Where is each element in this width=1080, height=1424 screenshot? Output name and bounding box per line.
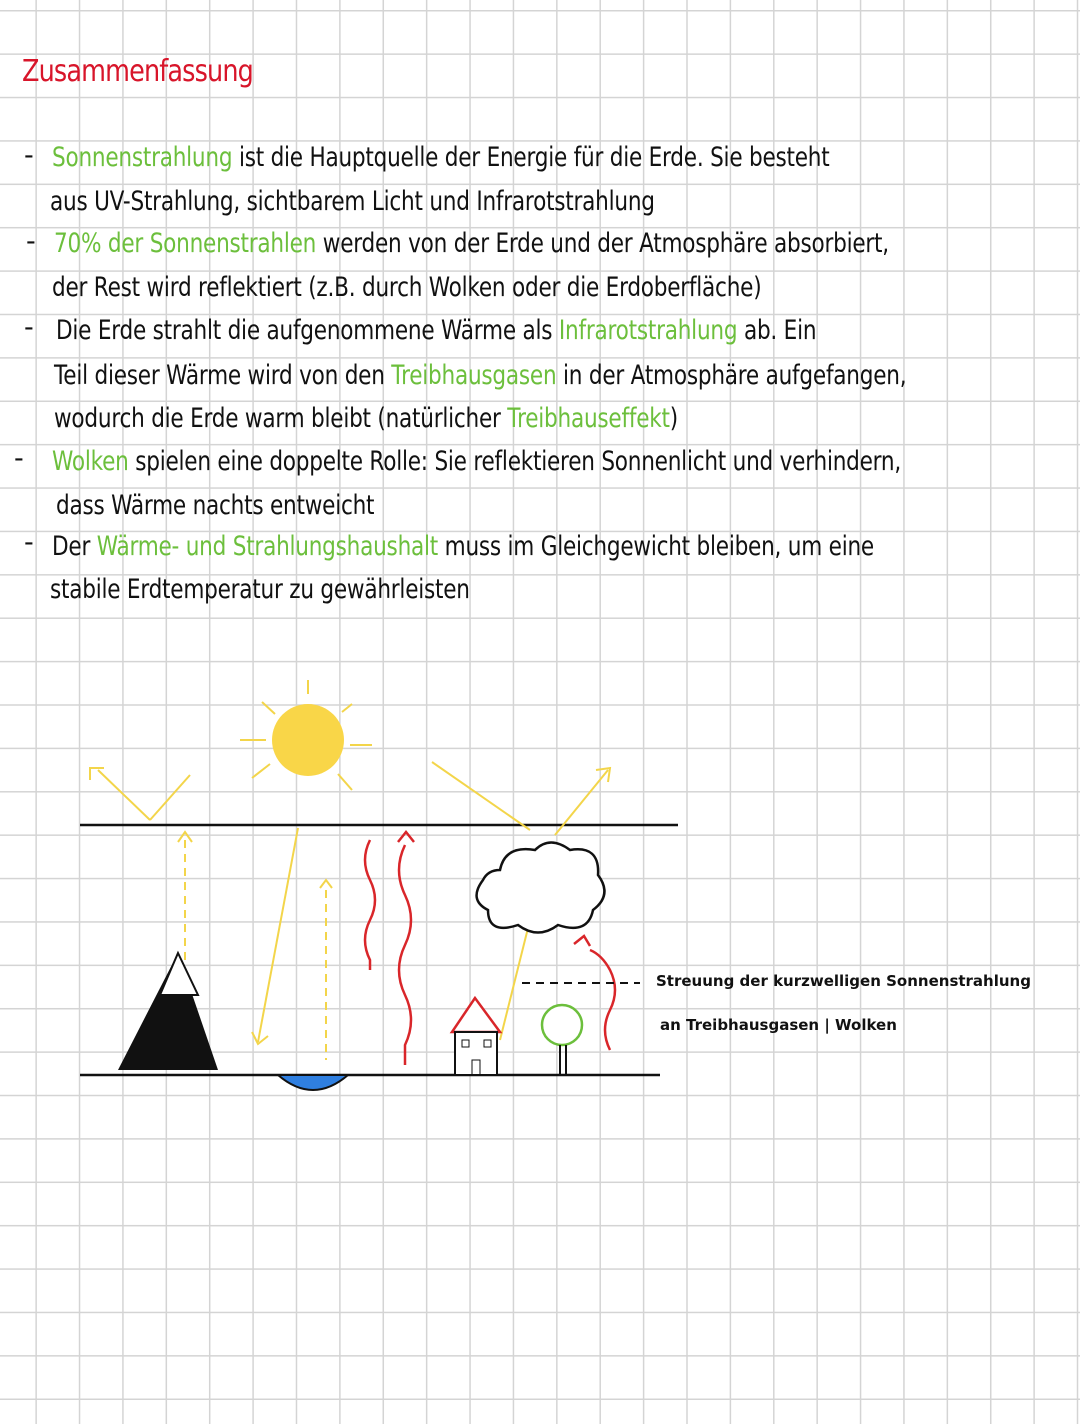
text-line: wodurch die Erde warm bleibt (natürlicher Treibhauseffekt)	[54, 403, 678, 434]
text-line: der Rest wird reflektiert (z.B. durch Wolken oder die Erdoberfläche)	[52, 272, 762, 303]
page-title: Zusammenfassung	[22, 54, 254, 89]
water-icon	[278, 1075, 348, 1090]
diagram-label: an Treibhausgasen | Wolken	[660, 1016, 897, 1034]
text-line: dass Wärme nachts entweicht	[56, 490, 375, 521]
bullet-dash: -	[24, 140, 34, 171]
text-line: Sonnenstrahlung ist die Hauptquelle der Energie für die Erde. Sie besteht	[52, 142, 830, 173]
mountain-icon	[118, 953, 218, 1070]
text-line: aus UV-Strahlung, sichtbarem Licht und Infrarotstrahlung	[50, 186, 655, 217]
diagram-label: Streuung der kurzwelligen Sonnenstrahlung	[656, 972, 1031, 990]
bullet-dash: -	[14, 443, 24, 474]
sun-icon	[240, 680, 372, 790]
bullet-dash: -	[24, 527, 34, 558]
text-line: Die Erde strahlt die aufgenommene Wärme als Infrarotstrahlung ab. Ein	[56, 315, 817, 346]
bullet-dash: -	[24, 312, 34, 343]
bullet-dash: -	[26, 226, 36, 257]
tree-icon	[542, 1005, 582, 1075]
text-line: Teil dieser Wärme wird von den Treibhausgasen in der Atmosphäre aufgefangen,	[54, 360, 907, 391]
text-line: Wolken spielen eine doppelte Rolle: Sie reflektieren Sonnenlicht und verhindern,	[52, 446, 902, 477]
text-line: stabile Erdtemperatur zu gewährleisten	[50, 574, 470, 605]
text-line: 70% der Sonnenstrahlen werden von der Erde und der Atmosphäre absorbiert,	[54, 228, 889, 259]
text-line: Der Wärme- und Strahlungshaushalt muss im Gleichgewicht bleiben, um eine	[52, 531, 874, 562]
house-icon	[452, 998, 500, 1075]
cloud-icon	[477, 843, 605, 933]
